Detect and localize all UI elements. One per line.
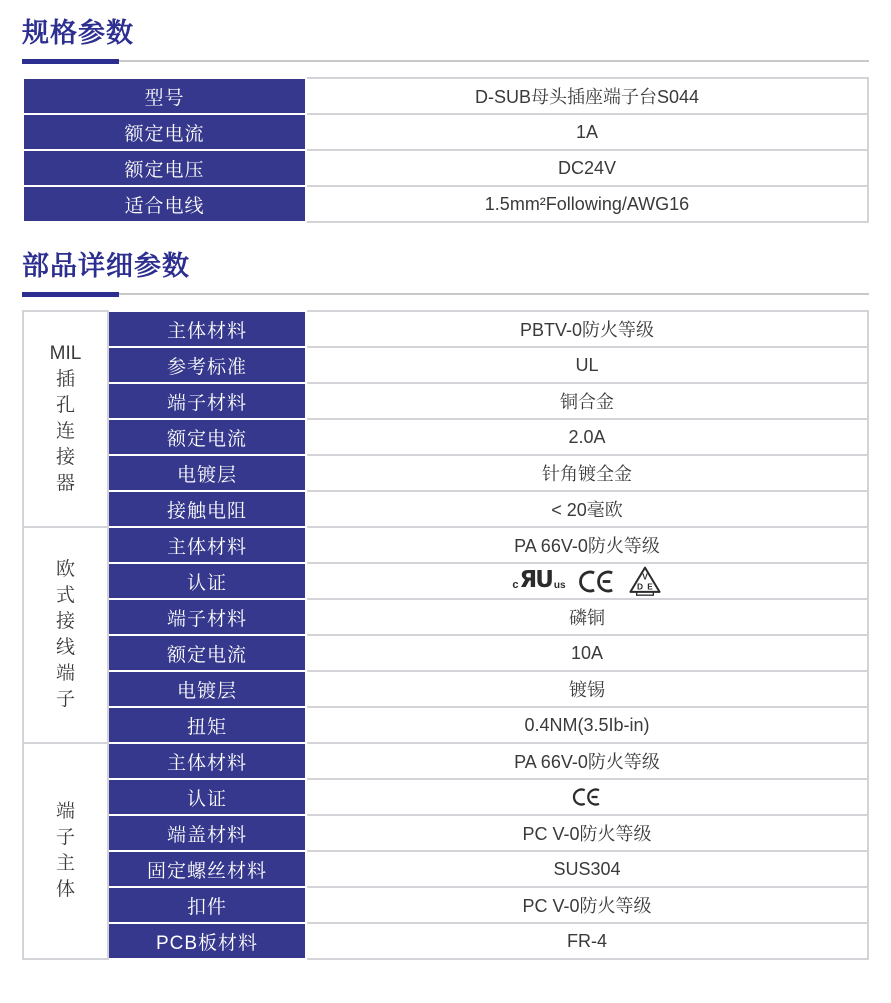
row-label: 接触电阻 [108,491,306,527]
row-value: FR-4 [306,923,868,959]
detail-section [22,249,869,960]
underline-gray-line [22,293,869,295]
table-row [23,150,868,186]
group-name-line: 子 [55,689,75,710]
group-name-line: 式 [55,585,75,606]
spec-section-underline [22,59,869,64]
group-name-line: 器 [55,473,75,494]
row-label: 电镀层 [108,455,306,491]
certification-marks [307,566,867,596]
table-row [23,635,868,671]
cul-us-letters: us [553,579,566,591]
cul-c-letter: c [512,578,519,591]
row-value: PA 66V-0防火等级 [306,743,868,779]
row-value: SUS304 [306,851,868,887]
table-row [23,743,868,779]
group-name-line: 欧 [55,559,75,580]
row-value: 10A [306,635,868,671]
detail-section-underline [22,292,869,297]
row-label: 型号 [23,78,306,114]
group-header-euro-terminal [23,527,108,743]
ce-mark-icon [572,787,602,807]
group-name-line: 端 [55,663,75,684]
table-row [23,599,868,635]
detail-table [22,310,869,960]
row-label: 主体材料 [108,743,306,779]
spec-section-title: 规格参数 [22,18,134,48]
spec-section [22,16,869,223]
row-value: PA 66V-0防火等级 [306,527,868,563]
row-value: 镀锡 [306,671,868,707]
row-value-certifications [306,563,868,599]
row-value: 铜合金 [306,383,868,419]
row-label: 主体材料 [108,527,306,563]
group-name-line: 主 [55,853,75,874]
table-row [23,779,868,815]
group-name-line: 端 [55,801,75,822]
row-label: 端子材料 [108,383,306,419]
group-name-vertical [24,557,107,713]
vde-mark-icon [628,566,662,596]
row-value: 1A [306,114,868,150]
row-value: 针角镀全金 [306,455,868,491]
table-row [23,419,868,455]
group-name-line: 接 [55,447,75,468]
group-name-line: 插 [55,369,75,390]
row-value: PC V-0防火等级 [306,815,868,851]
row-label: 扭矩 [108,707,306,743]
table-row [23,923,868,959]
row-label: 额定电压 [23,150,306,186]
table-row [23,455,868,491]
row-value: PC V-0防火等级 [306,887,868,923]
table-row [23,311,868,347]
group-name-line: 线 [55,637,75,658]
underline-accent-bar [22,292,119,297]
table-row [23,563,868,599]
certification-mark [307,787,867,807]
vde-letter-d: D [636,581,643,592]
row-label: 额定电流 [23,114,306,150]
group-name-line: 孔 [55,395,75,416]
group-name-line: 连 [55,421,75,442]
group-name-line: MIL [49,343,82,364]
table-row [23,671,868,707]
row-label: 主体材料 [108,311,306,347]
row-label: 额定电流 [108,635,306,671]
row-label: 固定螺丝材料 [108,851,306,887]
row-value: 0.4NM(3.5Ib-in) [306,707,868,743]
table-row [23,527,868,563]
vde-letter-e: E [646,581,653,592]
row-label: 电镀层 [108,671,306,707]
row-label: 适合电线 [23,186,306,222]
underline-accent-bar [22,59,119,64]
row-value: < 20毫欧 [306,491,868,527]
row-value: D-SUB母头插座端子台S044 [306,78,868,114]
detail-section-title: 部品详细参数 [22,251,190,281]
table-row [23,815,868,851]
row-value: PBTV-0防火等级 [306,311,868,347]
row-label: 端盖材料 [108,815,306,851]
table-row [23,114,868,150]
row-value: UL [306,347,868,383]
row-label: 参考标准 [108,347,306,383]
group-header-mil-connector [23,311,108,527]
table-row [23,383,868,419]
row-value: 1.5mm²Following/AWG16 [306,186,868,222]
row-label: 端子材料 [108,599,306,635]
table-row [23,707,868,743]
spec-table [22,77,869,223]
underline-gray-line [22,60,869,62]
table-row [23,78,868,114]
table-row [23,887,868,923]
group-header-terminal-body [23,743,108,959]
table-row [23,491,868,527]
group-name-line: 子 [55,827,75,848]
ce-mark-icon [578,569,616,594]
vde-letter-v: V [641,571,648,582]
group-name-line: 接 [55,611,75,632]
row-value: 磷铜 [306,599,868,635]
table-row [23,347,868,383]
row-label: 认证 [108,779,306,815]
table-row [23,186,868,222]
row-label: 额定电流 [108,419,306,455]
row-value: 2.0A [306,419,868,455]
row-value-certification [306,779,868,815]
row-label: PCB板材料 [108,923,306,959]
group-name-line: 体 [55,879,75,900]
table-row [23,851,868,887]
row-value: DC24V [306,150,868,186]
cul-us-mark-icon [512,567,566,594]
row-label: 认证 [108,563,306,599]
group-name-vertical [24,341,107,497]
row-label: 扣件 [108,887,306,923]
cul-monogram: ЯU [519,567,552,594]
group-name-vertical [24,799,107,903]
